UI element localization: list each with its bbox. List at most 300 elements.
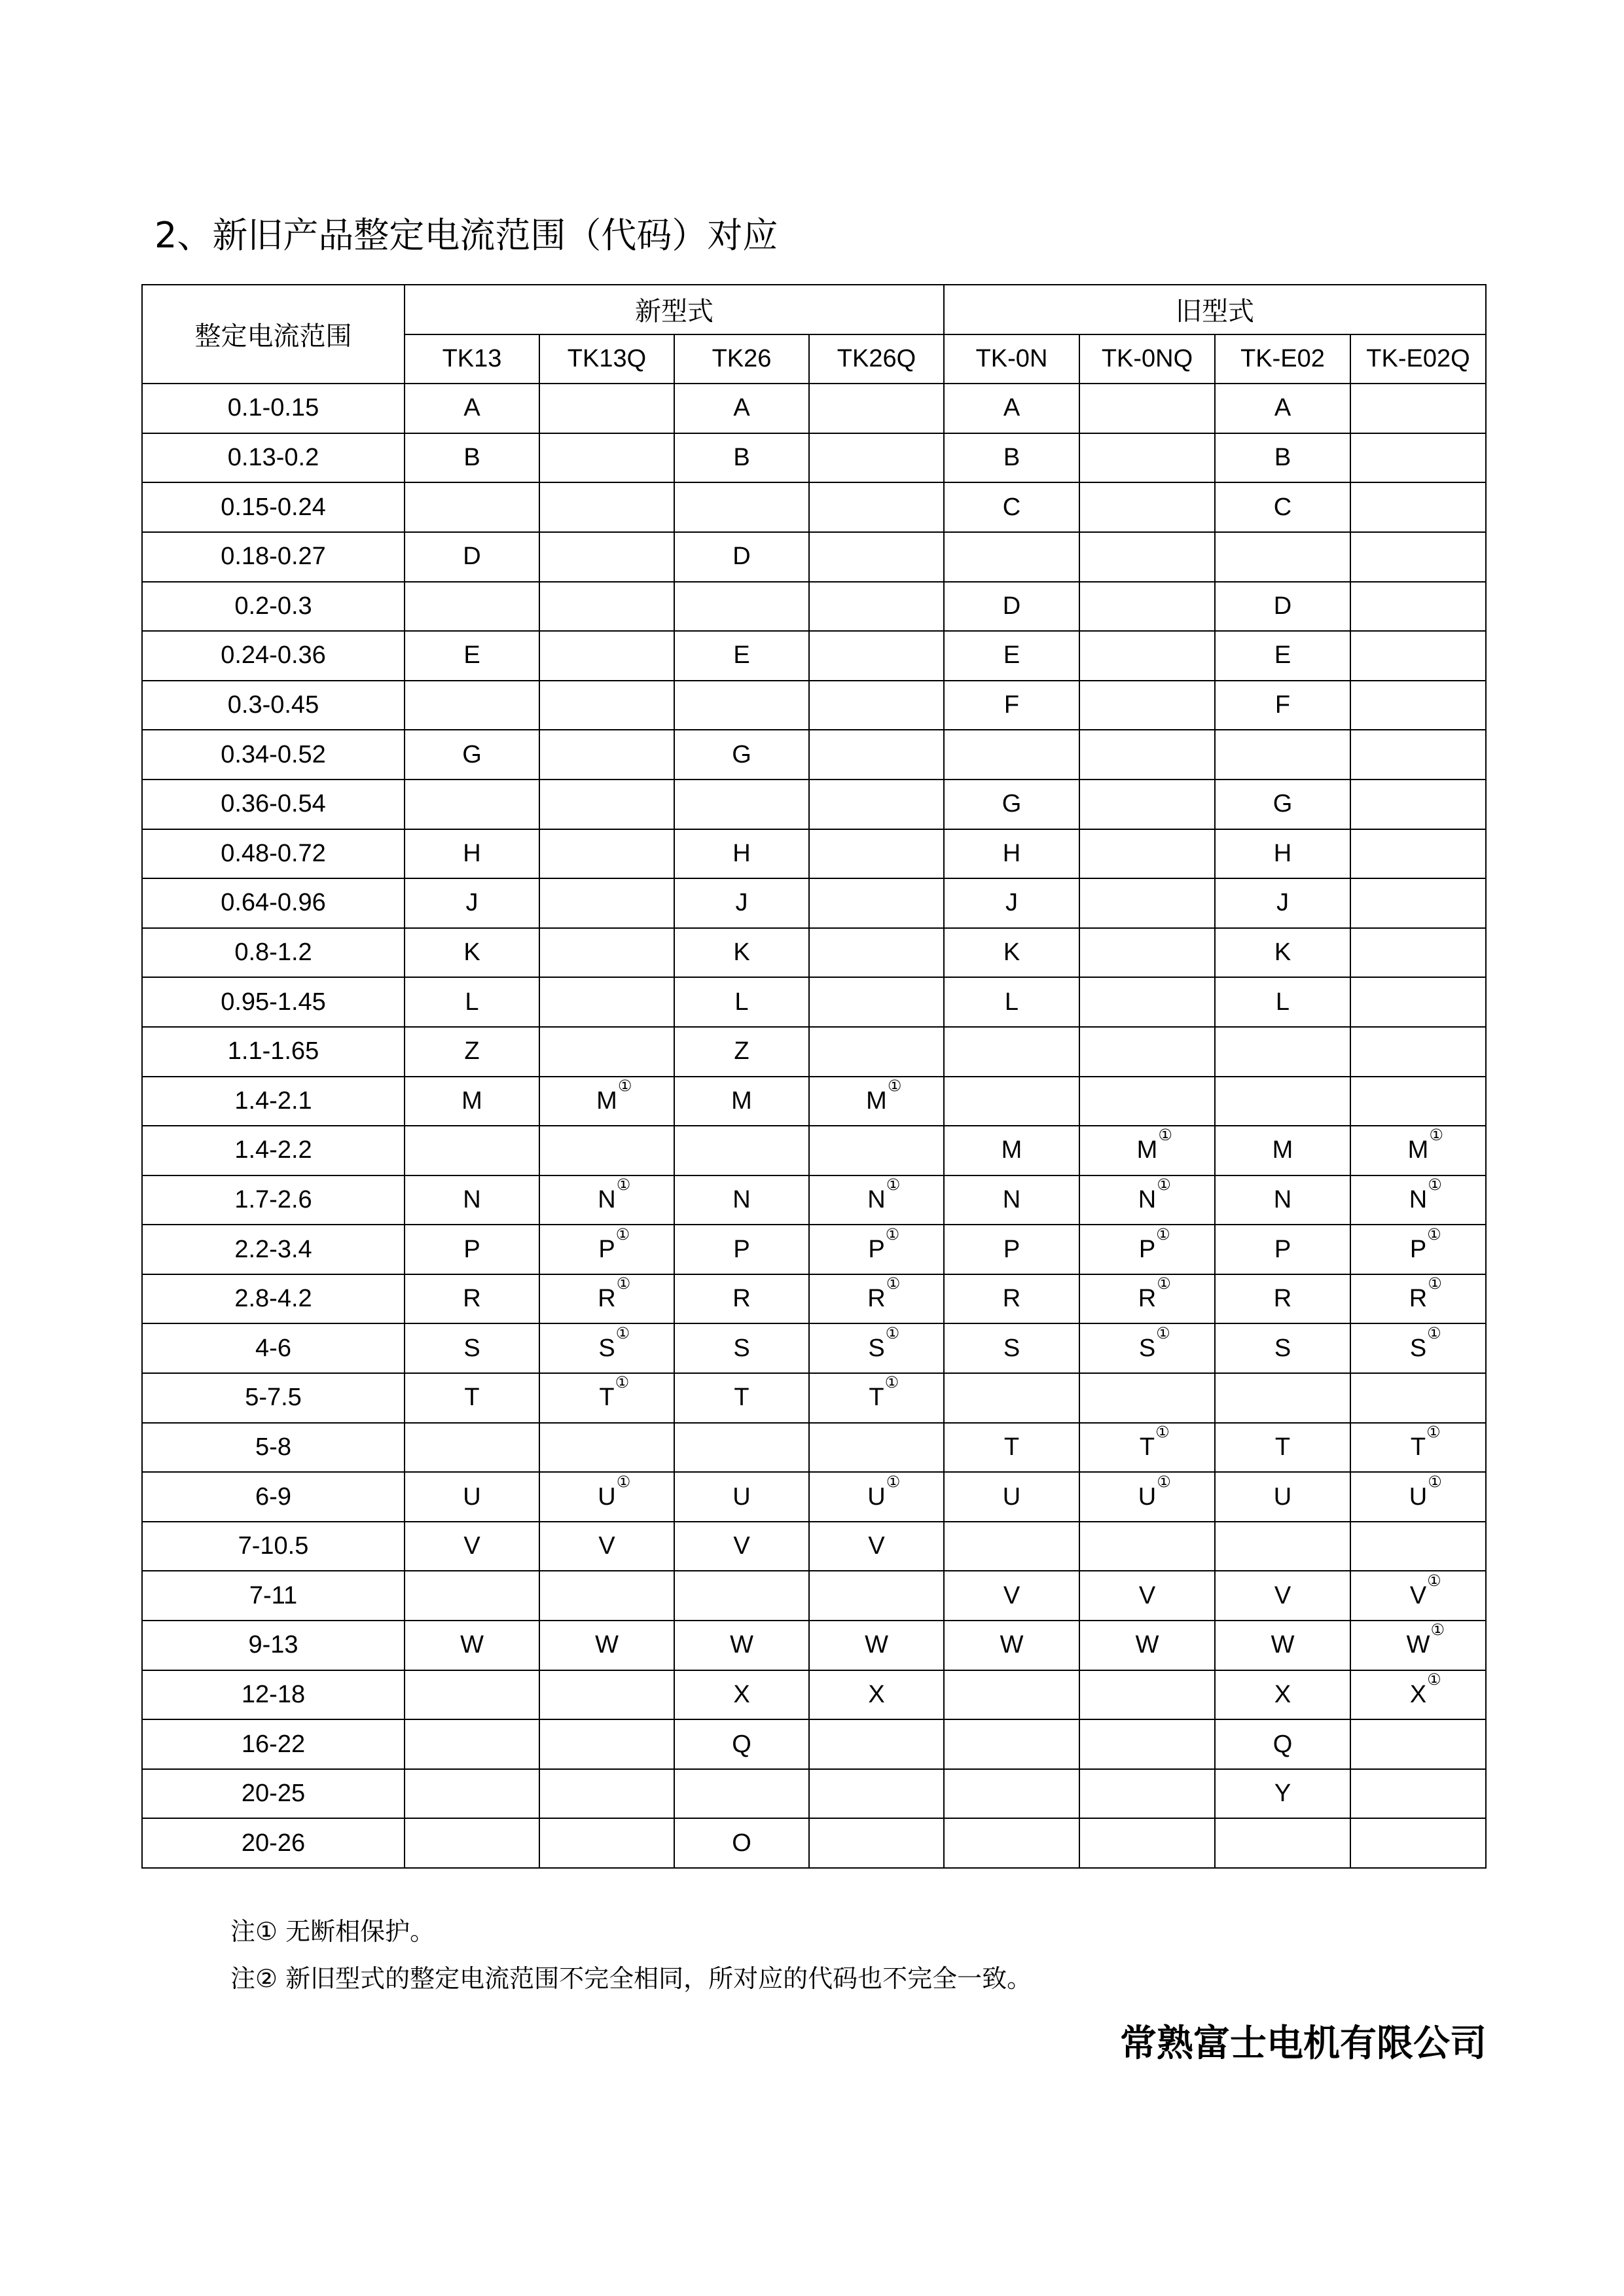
code-cell — [944, 977, 1079, 1027]
code-value: A — [1274, 394, 1291, 422]
code-cell — [1350, 482, 1486, 532]
code-value: W — [730, 1631, 753, 1659]
code-cell — [1350, 1175, 1486, 1225]
code-cell — [539, 829, 674, 879]
code-cell — [944, 928, 1079, 978]
code-cell — [809, 1225, 944, 1274]
new-type-group-header: 新型式 — [405, 285, 944, 334]
current-range-code-table — [141, 284, 1487, 1869]
code-cell — [944, 1126, 1079, 1175]
code-cell — [1350, 1323, 1486, 1373]
code-value: U — [1002, 1482, 1021, 1511]
range-cell: 7-11 — [142, 1571, 405, 1621]
code-cell — [1079, 433, 1215, 483]
code-value: W — [460, 1631, 484, 1659]
no-phase-loss-mark: ① — [1155, 1422, 1170, 1441]
range-cell: 0.36-0.54 — [142, 780, 405, 829]
code-cell — [539, 433, 674, 483]
range-cell: 5-7.5 — [142, 1373, 405, 1423]
code-value: R — [1273, 1285, 1292, 1313]
code-cell — [674, 1274, 809, 1324]
range-cell: 5-8 — [142, 1423, 405, 1473]
code-cell — [944, 1621, 1079, 1670]
code-value: R — [732, 1285, 751, 1313]
code-value: N ① — [867, 1175, 901, 1213]
range-cell: 0.2-0.3 — [142, 582, 405, 632]
code-value: R — [1002, 1285, 1021, 1313]
code-value: H — [732, 839, 751, 867]
code-cell — [1350, 1225, 1486, 1274]
code-value: K — [1274, 939, 1291, 967]
code-cell — [539, 1522, 674, 1571]
code-cell — [944, 582, 1079, 632]
range-cell: 16-22 — [142, 1719, 405, 1769]
no-phase-loss-mark: ① — [1157, 1175, 1171, 1194]
old-type-group-header: 旧型式 — [944, 285, 1486, 334]
code-cell — [944, 829, 1079, 879]
table-row — [142, 977, 1486, 1027]
code-value: N — [1002, 1185, 1021, 1213]
code-cell — [1215, 582, 1350, 632]
code-value: X — [868, 1680, 885, 1708]
code-value: A — [1003, 394, 1020, 422]
code-cell — [1079, 582, 1215, 632]
code-cell — [809, 532, 944, 582]
code-value: V — [733, 1532, 750, 1560]
code-cell — [944, 1472, 1079, 1522]
code-cell — [1215, 1769, 1350, 1819]
code-cell — [809, 1571, 944, 1621]
code-cell — [1350, 1027, 1486, 1077]
code-value: W — [865, 1631, 888, 1659]
code-value: N — [1273, 1185, 1292, 1213]
code-cell — [405, 582, 539, 632]
table-row — [142, 1769, 1486, 1819]
code-cell — [944, 1423, 1079, 1473]
no-phase-loss-mark: ① — [886, 1472, 901, 1491]
code-cell — [809, 1077, 944, 1126]
code-cell — [944, 730, 1079, 780]
code-value: M — [1272, 1136, 1293, 1164]
code-cell — [809, 1175, 944, 1225]
model-header: TK13 — [405, 334, 539, 384]
no-phase-loss-mark: ① — [1430, 1621, 1445, 1640]
code-cell — [674, 482, 809, 532]
code-value: P — [733, 1235, 750, 1263]
code-cell — [1350, 977, 1486, 1027]
code-value: R ① — [867, 1274, 901, 1313]
code-cell — [1350, 1769, 1486, 1819]
code-value: H — [1002, 839, 1021, 867]
code-cell — [674, 878, 809, 928]
code-cell — [944, 1175, 1079, 1225]
code-cell — [405, 1522, 539, 1571]
code-cell — [405, 1719, 539, 1769]
code-cell — [405, 482, 539, 532]
code-cell — [539, 1126, 674, 1175]
code-cell — [1350, 829, 1486, 879]
code-value: W — [1135, 1631, 1159, 1659]
code-value: Q — [1272, 1730, 1293, 1758]
code-cell — [809, 482, 944, 532]
no-phase-loss-mark: ① — [886, 1175, 901, 1194]
code-value: E — [733, 641, 750, 670]
table-row — [142, 1719, 1486, 1769]
code-cell — [809, 384, 944, 433]
code-value: E — [463, 641, 480, 670]
code-cell — [539, 1818, 674, 1868]
code-cell — [1215, 1670, 1350, 1720]
code-cell — [1079, 829, 1215, 879]
code-cell — [944, 1027, 1079, 1077]
code-value: M — [1001, 1136, 1022, 1164]
code-cell — [809, 1274, 944, 1324]
code-value: S — [1274, 1334, 1291, 1362]
code-value: J — [1276, 889, 1289, 917]
no-phase-loss-mark: ① — [886, 1274, 901, 1293]
code-value: N ① — [1409, 1175, 1442, 1213]
code-value: W — [1271, 1631, 1295, 1659]
code-cell — [1079, 532, 1215, 582]
code-value: U ① — [1409, 1472, 1442, 1511]
model-header: TK13Q — [539, 334, 674, 384]
code-cell — [539, 532, 674, 582]
model-header: TK-E02Q — [1350, 334, 1486, 384]
table-row — [142, 1522, 1486, 1571]
code-cell — [539, 1621, 674, 1670]
range-cell: 7-10.5 — [142, 1522, 405, 1571]
code-value: S ① — [1409, 1323, 1441, 1362]
code-cell — [1215, 829, 1350, 879]
no-phase-loss-mark: ① — [1427, 1323, 1441, 1342]
no-phase-loss-mark: ① — [616, 1472, 631, 1491]
code-cell — [1079, 878, 1215, 928]
code-value: M ① — [596, 1076, 632, 1115]
page-title: 2、新旧产品整定电流范围（代码）对应 — [154, 215, 778, 256]
range-cell: 12-18 — [142, 1670, 405, 1720]
code-value: V — [598, 1532, 615, 1560]
code-cell — [539, 1719, 674, 1769]
code-cell — [405, 1670, 539, 1720]
code-cell — [1079, 928, 1215, 978]
code-value: R ① — [1409, 1274, 1442, 1313]
code-cell — [1215, 1621, 1350, 1670]
table-row — [142, 1423, 1486, 1473]
table-row — [142, 681, 1486, 730]
code-cell — [1350, 1077, 1486, 1126]
table-row — [142, 482, 1486, 532]
code-value: W — [1000, 1631, 1024, 1659]
code-value: P ① — [1409, 1225, 1441, 1263]
code-cell — [1215, 1719, 1350, 1769]
code-cell — [1215, 681, 1350, 730]
code-cell — [405, 977, 539, 1027]
code-value: K — [463, 939, 480, 967]
code-value: X — [733, 1680, 750, 1708]
no-phase-loss-mark: ① — [1427, 1225, 1441, 1244]
code-cell — [405, 1077, 539, 1126]
code-cell — [1079, 1373, 1215, 1423]
code-cell — [809, 780, 944, 829]
code-value: U — [732, 1482, 751, 1511]
range-cell: 1.4-2.2 — [142, 1126, 405, 1175]
range-cell: 1.4-2.1 — [142, 1077, 405, 1126]
table-row — [142, 1818, 1486, 1868]
range-cell: 2.2-3.4 — [142, 1225, 405, 1274]
code-value: P — [463, 1235, 480, 1263]
table-row — [142, 384, 1486, 433]
model-header: TK-0NQ — [1079, 334, 1215, 384]
note-2: 注② 新旧型式的整定电流范围不完全相同，所对应的代码也不完全一致。 — [230, 1964, 1032, 1993]
table-row — [142, 829, 1486, 879]
code-cell — [1350, 780, 1486, 829]
code-value: R ① — [1138, 1274, 1171, 1313]
no-phase-loss-mark: ① — [1428, 1274, 1442, 1293]
code-value: M ① — [866, 1076, 902, 1115]
code-cell — [1079, 1670, 1215, 1720]
code-cell — [1079, 1571, 1215, 1621]
no-phase-loss-mark: ① — [615, 1225, 630, 1244]
code-cell — [1215, 928, 1350, 978]
code-value: P ① — [598, 1225, 630, 1263]
code-cell — [539, 928, 674, 978]
code-cell — [944, 780, 1079, 829]
code-cell — [809, 730, 944, 780]
code-cell — [405, 1126, 539, 1175]
range-cell: 1.7-2.6 — [142, 1175, 405, 1225]
code-cell — [405, 1027, 539, 1077]
code-cell — [1350, 384, 1486, 433]
code-value: M — [461, 1086, 482, 1115]
code-value: R — [463, 1285, 481, 1313]
range-cell: 0.15-0.24 — [142, 482, 405, 532]
code-cell — [405, 730, 539, 780]
code-value: T ① — [869, 1373, 899, 1412]
code-cell — [1215, 1175, 1350, 1225]
no-phase-loss-mark: ① — [1427, 1670, 1441, 1689]
code-cell — [405, 1769, 539, 1819]
range-cell: 2.8-4.2 — [142, 1274, 405, 1324]
code-value: J — [735, 889, 748, 917]
code-value: G — [1272, 790, 1293, 818]
code-cell — [405, 1472, 539, 1522]
note-1: 注① 无断相保护。 — [230, 1917, 435, 1946]
code-cell — [674, 384, 809, 433]
code-value: H — [463, 839, 481, 867]
code-cell — [944, 1522, 1079, 1571]
code-cell — [539, 582, 674, 632]
code-cell — [1350, 532, 1486, 582]
code-cell — [809, 878, 944, 928]
table-row — [142, 1225, 1486, 1274]
code-value: U ① — [1138, 1472, 1171, 1511]
code-cell — [944, 1571, 1079, 1621]
range-cell: 0.18-0.27 — [142, 532, 405, 582]
code-value: V — [1003, 1581, 1020, 1609]
code-cell — [809, 582, 944, 632]
code-cell — [809, 1472, 944, 1522]
code-cell — [674, 1423, 809, 1473]
code-value: B — [733, 444, 750, 472]
code-cell — [809, 1423, 944, 1473]
code-cell — [405, 1323, 539, 1373]
code-cell — [1215, 1027, 1350, 1077]
code-cell — [809, 928, 944, 978]
code-value: N ① — [598, 1175, 631, 1213]
code-value: P ① — [868, 1225, 900, 1263]
code-value: M — [731, 1086, 752, 1115]
code-cell — [944, 1077, 1079, 1126]
code-cell — [809, 631, 944, 681]
code-cell — [674, 829, 809, 879]
code-cell — [1079, 631, 1215, 681]
table-row — [142, 1274, 1486, 1324]
code-cell — [674, 1522, 809, 1571]
no-phase-loss-mark: ① — [1156, 1323, 1170, 1342]
code-value: W ① — [1406, 1621, 1445, 1659]
code-cell — [809, 1621, 944, 1670]
code-value: M ① — [1407, 1126, 1443, 1164]
range-cell: 0.1-0.15 — [142, 384, 405, 433]
code-cell — [1079, 1818, 1215, 1868]
range-cell: 4-6 — [142, 1323, 405, 1373]
code-cell — [1350, 631, 1486, 681]
code-cell — [1215, 1818, 1350, 1868]
code-cell — [1215, 631, 1350, 681]
code-value: G — [732, 740, 751, 768]
code-value: L — [1004, 988, 1019, 1016]
code-cell — [809, 1719, 944, 1769]
code-cell — [1350, 1472, 1486, 1522]
code-cell — [405, 1274, 539, 1324]
code-value: Z — [734, 1037, 749, 1066]
code-value: U ① — [598, 1472, 631, 1511]
code-value: T ① — [1139, 1422, 1170, 1461]
code-cell — [1215, 730, 1350, 780]
code-value: J — [465, 889, 478, 917]
range-cell: 0.48-0.72 — [142, 829, 405, 879]
code-cell — [674, 1621, 809, 1670]
code-cell — [1079, 1621, 1215, 1670]
code-cell — [539, 1027, 674, 1077]
code-cell — [539, 1472, 674, 1522]
table-row — [142, 928, 1486, 978]
code-cell — [1215, 1126, 1350, 1175]
code-cell — [809, 977, 944, 1027]
code-value: N — [463, 1185, 481, 1213]
table-row — [142, 1027, 1486, 1077]
code-value: D — [1273, 592, 1292, 620]
code-value: E — [1274, 641, 1291, 670]
code-value: A — [463, 394, 480, 422]
code-cell — [1079, 1175, 1215, 1225]
code-cell — [539, 482, 674, 532]
table-row — [142, 1472, 1486, 1522]
model-header: TK26 — [674, 334, 809, 384]
code-cell — [1350, 1670, 1486, 1720]
notes — [230, 1908, 1032, 2002]
model-header: TK-E02 — [1215, 334, 1350, 384]
code-cell — [674, 977, 809, 1027]
code-value: A — [733, 394, 750, 422]
code-cell — [944, 532, 1079, 582]
code-value: S ① — [1138, 1323, 1170, 1362]
code-cell — [405, 928, 539, 978]
code-value: S — [1003, 1334, 1020, 1362]
table-row — [142, 1571, 1486, 1621]
no-phase-loss-mark: ① — [616, 1274, 631, 1293]
code-cell — [539, 1077, 674, 1126]
code-value: U ① — [867, 1472, 901, 1511]
no-phase-loss-mark: ① — [1426, 1422, 1441, 1441]
code-cell — [405, 384, 539, 433]
code-cell — [1350, 1423, 1486, 1473]
code-cell — [539, 384, 674, 433]
code-cell — [674, 433, 809, 483]
code-cell — [674, 1769, 809, 1819]
table-row — [142, 433, 1486, 483]
table-row — [142, 1077, 1486, 1126]
code-cell — [809, 681, 944, 730]
code-cell — [674, 1670, 809, 1720]
range-cell: 0.24-0.36 — [142, 631, 405, 681]
code-cell — [539, 977, 674, 1027]
table-row — [142, 631, 1486, 681]
no-phase-loss-mark: ① — [1156, 1225, 1170, 1244]
code-cell — [674, 1126, 809, 1175]
code-cell — [1350, 928, 1486, 978]
table-row — [142, 582, 1486, 632]
code-cell — [674, 730, 809, 780]
code-cell — [405, 878, 539, 928]
code-value: T — [464, 1384, 480, 1412]
no-phase-loss-mark: ① — [616, 1175, 631, 1194]
code-cell — [1079, 1472, 1215, 1522]
table-row — [142, 730, 1486, 780]
code-cell — [405, 780, 539, 829]
code-cell — [1350, 1571, 1486, 1621]
code-cell — [944, 1373, 1079, 1423]
model-header: TK-0N — [944, 334, 1079, 384]
code-cell — [1215, 977, 1350, 1027]
code-cell — [674, 1571, 809, 1621]
model-header: TK26Q — [809, 334, 944, 384]
code-value: R ① — [598, 1274, 631, 1313]
code-value: F — [1003, 691, 1020, 719]
code-value: L — [465, 988, 479, 1016]
no-phase-loss-mark: ① — [1157, 1274, 1171, 1293]
code-cell — [674, 1175, 809, 1225]
code-value: V — [463, 1532, 480, 1560]
code-value: N ① — [1138, 1175, 1171, 1213]
code-value: T ① — [599, 1373, 630, 1412]
code-cell — [944, 631, 1079, 681]
code-cell — [1350, 1373, 1486, 1423]
code-cell — [1350, 1818, 1486, 1868]
table-row — [142, 1621, 1486, 1670]
range-cell: 20-25 — [142, 1769, 405, 1819]
no-phase-loss-mark: ① — [885, 1225, 900, 1244]
code-value: Y — [1274, 1780, 1291, 1808]
code-cell — [674, 1472, 809, 1522]
code-value: G — [1001, 790, 1022, 818]
code-cell — [944, 878, 1079, 928]
code-value: T — [734, 1384, 749, 1412]
code-cell — [1215, 1323, 1350, 1373]
code-cell — [944, 1769, 1079, 1819]
code-cell — [809, 1818, 944, 1868]
code-cell — [944, 482, 1079, 532]
